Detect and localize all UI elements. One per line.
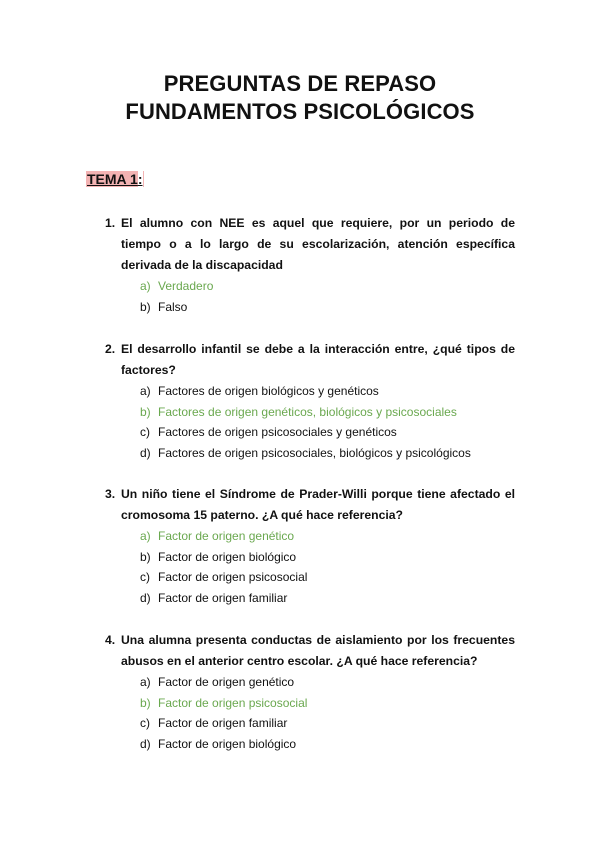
question-number: 1.	[105, 216, 116, 230]
answer-option-a	[105, 526, 515, 547]
question-text	[105, 484, 515, 526]
answer-option-b	[105, 693, 515, 714]
answer-option-d	[105, 588, 515, 609]
question-body: El desarrollo infantil se debe a la interacción entre, ¿qué tipos de factores?	[121, 342, 515, 377]
question-number: 3.	[105, 487, 116, 501]
question-1	[105, 213, 515, 317]
question-text	[105, 630, 515, 672]
option-text: Factor de origen psicosocial	[158, 695, 308, 710]
answer-option-d	[105, 443, 515, 464]
answer-option-a	[105, 276, 515, 297]
option-letter: b)	[140, 695, 151, 710]
option-letter: d)	[140, 736, 151, 751]
question-body: El alumno con NEE es aquel que requiere, por un periodo de tiempo o a lo largo de su escolarización, atención específica derivada de la discapacidad	[121, 216, 515, 272]
option-text: Factor de origen familiar	[158, 716, 288, 731]
option-text: Factor de origen biológico	[158, 736, 297, 751]
page-title	[0, 70, 600, 126]
answer-option-b	[105, 402, 515, 423]
option-letter: a)	[140, 279, 151, 293]
option-text: Falso	[158, 299, 188, 314]
question-2	[105, 339, 515, 463]
option-letter: d)	[140, 590, 151, 605]
option-text: Factor de origen biológico	[158, 549, 297, 564]
option-letter: a)	[140, 529, 151, 543]
option-text: Factores de origen psicosociales y genéticos	[158, 425, 397, 440]
question-text	[105, 339, 515, 381]
answer-option-a	[105, 672, 515, 693]
answer-option-d	[105, 734, 515, 755]
answer-option-a	[105, 381, 515, 402]
question-text	[105, 213, 515, 276]
option-letter: b)	[140, 404, 151, 419]
title-line-2: FUNDAMENTOS PSICOLÓGICOS	[125, 99, 475, 124]
option-letter: c)	[140, 716, 150, 731]
option-text: Factor de origen genético	[158, 529, 295, 543]
section-label: TEMA 1	[87, 171, 138, 187]
answer-option-b	[105, 297, 515, 318]
option-letter: b)	[140, 549, 151, 564]
question-number: 2.	[105, 342, 116, 356]
option-letter: d)	[140, 445, 151, 460]
answer-option-c	[105, 567, 515, 588]
title-line-1: PREGUNTAS DE REPASO	[163, 71, 437, 96]
option-letter: a)	[140, 384, 151, 398]
answer-option-b	[105, 547, 515, 568]
option-letter: c)	[140, 425, 150, 440]
option-text: Verdadero	[158, 279, 214, 293]
option-letter: a)	[140, 675, 151, 689]
answer-option-c	[105, 713, 515, 734]
question-3	[105, 484, 515, 608]
question-body: Una alumna presenta conductas de aislamiento por los frecuentes abusos en el anterior centro escolar. ¿A qué hace referencia?	[121, 633, 515, 668]
option-letter: c)	[140, 570, 150, 585]
option-text: Factores de origen genéticos, biológicos y psicosociales	[158, 404, 457, 419]
question-4	[105, 630, 515, 754]
section-heading	[86, 171, 144, 187]
section-suffix: :	[137, 171, 143, 187]
question-body: Un niño tiene el Síndrome de Prader-Willi porque tiene afectado el cromosoma 15 paterno. ¿A qué hace referencia?	[121, 487, 515, 522]
option-text: Factor de origen familiar	[158, 590, 288, 605]
option-text: Factor de origen genético	[158, 675, 295, 689]
option-letter: b)	[140, 299, 151, 314]
question-number: 4.	[105, 633, 116, 647]
option-text: Factores de origen biológicos y genéticos	[158, 384, 379, 398]
option-text: Factor de origen psicosocial	[158, 570, 308, 585]
answer-option-c	[105, 422, 515, 443]
option-text: Factores de origen psicosociales, biológicos y psicológicos	[158, 445, 471, 460]
